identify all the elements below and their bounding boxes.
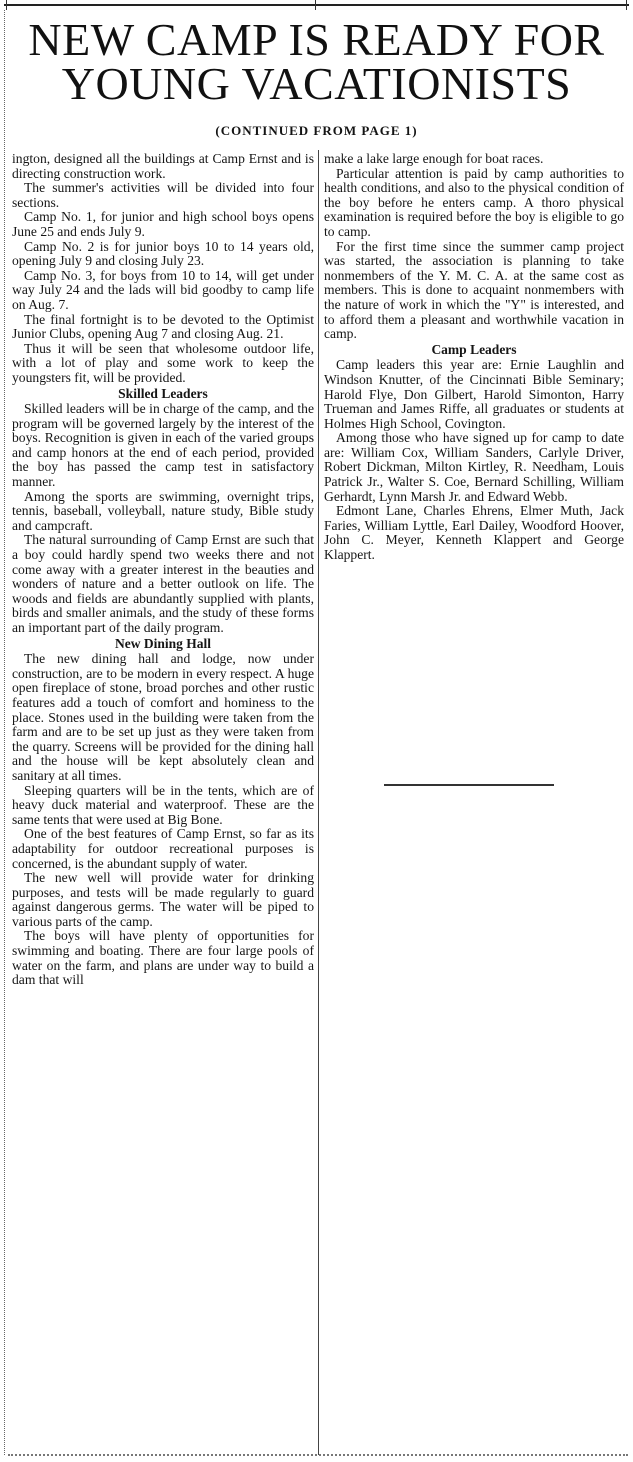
subheading-new-dining-hall: New Dining Hall [114,635,211,651]
bottom-rule [8,1454,628,1456]
right-column [324,152,624,563]
paragraph: Camp No. 2 is for junior boys 10 to 14 years old, opening July 9 and closing July 23. [12,238,314,269]
paragraph: The new dining hall and lodge, now under construction, are to be modern in every respect. A huge open fireplace of stone, broad porches and other rustic features add a touch of comfort and hominess to the place. Stones used in the building were taken from the farm and are to be set up just as they were taken from the quarry. Screens will be provided for the dining hall and the house will be kept absolutely clean and sanitary at all times. [12,651,314,783]
subheading-skilled-leaders: Skilled Leaders [118,385,208,401]
paragraph: ington, designed all the buildings at Camp Ernst and is directing construction work. [12,151,314,181]
paragraph: Skilled leaders will be in charge of the camp, and the program will be governed largely by the interest of the boys. Recognition is given in each of the varied groups and camp honors at the end of each period, provided the boy has passed the camp test in satisfactory manner. [12,401,314,490]
paragraph: Thus it will be seen that wholesome outdoor life, with a lot of play and some work to keep the youngsters fit, will be provided. [12,340,314,385]
paragraph: The summer's activities will be divided into four sections. [12,180,314,210]
paragraph: The natural surrounding of Camp Ernst are such that a boy could hardly spend two weeks there and not come away with a greater interest in the beauties and wonders of nature and a better outlook on life. The woods and fields are abundantly supplied with plants, birds and smaller animals, and the study of these forms an important part of the daily program. [12,532,314,635]
paragraph: Camp No. 1, for junior and high school boys opens June 25 and ends July 9. [12,209,314,239]
paragraph: Camp leaders this year are: Ernie Laughlin and Windson Knutter, of the Cincinnati Bible Seminary; Harold Flye, Don Gilbert, Harold Simonton, Harry Trueman and James Riffe, all graduates or students at Holmes High School, Covington. [324,357,624,431]
paragraph: The boys will have plenty of opportunities for swimming and boating. There are four large pools of water on the farm, and plans are under way to build a dam that will [12,928,314,988]
top-rule-tick [315,0,316,10]
paragraph: Among the sports are swimming, overnight trips, tennis, baseball, volleyball, nature study, Bible study and campcraft. [12,488,314,533]
paragraph: Camp No. 3, for boys from 10 to 14, will get under way July 24 and the lads will bid goodby to camp life on Aug. 7. [12,267,314,312]
paragraph: One of the best features of Camp Ernst, so far as its adaptability for outdoor recreational purposes is concerned, is the abundant supply of water. [12,826,314,871]
paragraph: Particular attention is paid by camp authorities to health conditions, and also to the physical condition of the boy before he enters camp. A thoro physical examination is required before the boy is eligible to go to camp. [324,165,624,239]
paragraph: make a lake large enough for boat races. [324,151,544,166]
top-rule [4,4,629,6]
paragraph: The new well will provide water for drinking purposes, and tests will be made regularly to guard against dangerous germs. The water will be piped to various parts of the camp. [12,870,314,929]
left-column [12,152,314,988]
headline-line-1: NEW CAMP IS READY FOR [28,14,605,65]
article-end-rule [384,784,554,786]
top-rule-tick [626,0,627,10]
headline-line-2: YOUNG VACATIONISTS [61,58,572,109]
paragraph: For the first time since the summer camp project was started, the association is planning to take nonmembers of the Y. M. C. A. at the same cost as members. This is done to acquaint nonmembers with the nature of work in which the "Y" is interested, and to afford them a pleasant and worthwhile vacation in camp. [324,238,624,342]
subheading-camp-leaders: Camp Leaders [431,341,517,357]
top-rule-tick [6,0,7,10]
continued-note: (CONTINUED FROM PAGE 1) [215,123,418,138]
paragraph: Among those who have signed up for camp to date are: William Cox, William Sanders, Carlyle Driver, Robert Dickman, Milton Kirtley, R. Needham, Louis Patrick Jr., Walter S. Coe, Bernard Schilling, William Gerhardt, Lynn Marsh Jr. and Edward Webb. [324,430,624,504]
headline [10,14,623,109]
left-margin-line [4,10,6,1455]
paragraph: The final fortnight is to be devoted to the Optimist Junior Clubs, opening Aug 7 and closing Aug. 21. [12,311,314,342]
paragraph: Sleeping quarters will be in the tents, which are of heavy duck material and waterproof. These are the same tents that were used at Big Bone. [12,782,314,827]
column-divider [318,150,319,1455]
paragraph: Edmont Lane, Charles Ehrens, Elmer Muth, Jack Faries, William Lyttle, Earl Dailey, Woodford Hoover, John C. Meyer, Kenneth Klappert and George Klappert. [324,503,624,563]
